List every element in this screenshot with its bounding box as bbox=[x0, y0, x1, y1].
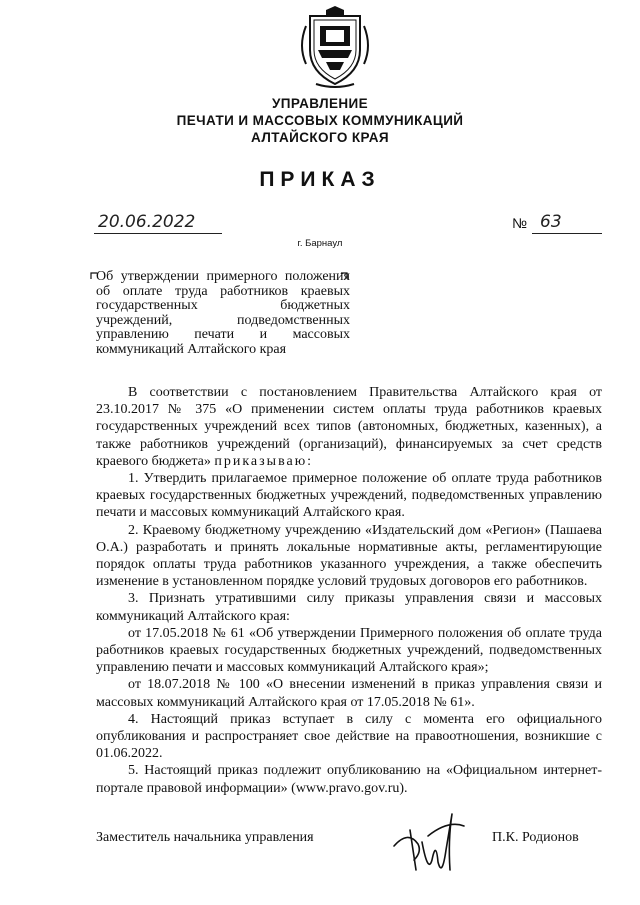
preamble bbox=[96, 384, 602, 470]
item-2: 2. Краевому бюджетному учреждению «Издательский дом «Регион» (Пашаева О.А.) разработать и принять локальные нормативные акты, регламентирующие порядок оплаты труда работников указанного учреждения, а также обеспечить изменение в установленном порядке условий трудовых договоров его работников. bbox=[96, 522, 602, 590]
item-5: 5. Настоящий приказ подлежит опубликованию на «Официальном интернет-портале правовой информации» (www.pravo.gov.ru). bbox=[96, 763, 602, 796]
org-name-line3: АЛТАЙСКОГО КРАЯ bbox=[251, 130, 389, 145]
preamble-text: В соответствии с постановлением Правительства Алтайского края от 23.10.2017 № 375 «О применении систем оплаты труда работников краевых государственных учреждений всех типов (автономных, бюджетных, казенных), а также работников учреждений (организаций), финансируемых за счет средств краевого бюджета» bbox=[96, 385, 602, 469]
date-underline bbox=[94, 233, 222, 234]
item-1: 1. Утвердить прилагаемое примерное положение об оплате труда работников краевых государственных бюджетных учреждений, подведомственных управлению печати и массовых коммуникаций Алтайского края. bbox=[96, 471, 602, 521]
org-name-line2: ПЕЧАТИ И МАССОВЫХ КОММУНИКАЦИЙ bbox=[176, 113, 464, 128]
order-subject: Об утверждении примерного положения об оплате труда работников краевых государственных бюджетных учреждений, подведомственных управлению печати и массовых коммуникаций Алтайского края bbox=[96, 269, 350, 357]
preamble-verb: приказываю: bbox=[214, 453, 314, 469]
signatory-position: Заместитель начальника управления bbox=[96, 830, 314, 845]
item-4: 4. Настоящий приказ вступает в силу с момента его официального опубликования и распространяет свое действие на правоотношения, возникшие с 01.06.2022. bbox=[96, 711, 602, 762]
order-body bbox=[96, 384, 602, 797]
city-label: г. Барнаул bbox=[297, 238, 343, 249]
document-number: 63 bbox=[540, 212, 562, 232]
coat-of-arms-emblem bbox=[296, 6, 374, 90]
document-date: 20.06.2022 bbox=[98, 212, 196, 232]
item-3b: от 18.07.2018 № 100 «О внесении изменений в приказ управления связи и массовых коммуникаций Алтайского края от 17.05.2018 № 61». bbox=[96, 677, 602, 710]
item-3: 3. Признать утратившими силу приказы управления связи и массовых коммуникаций Алтайского края: bbox=[96, 591, 602, 624]
document-type-title: ПРИКАЗ bbox=[259, 168, 381, 191]
number-underline bbox=[532, 233, 602, 234]
signatory-name: П.К. Родионов bbox=[492, 830, 579, 845]
org-name-line1: УПРАВЛЕНИЕ bbox=[271, 96, 368, 111]
handwritten-signature bbox=[388, 800, 472, 884]
number-label: № bbox=[512, 215, 528, 231]
item-3a: от 17.05.2018 № 61 «Об утверждении Примерного положения об оплате труда работников краевых государственных бюджетных учреждений, подведомственных управлению печати и массовых коммуникаций Алтайского края»; bbox=[96, 625, 602, 676]
